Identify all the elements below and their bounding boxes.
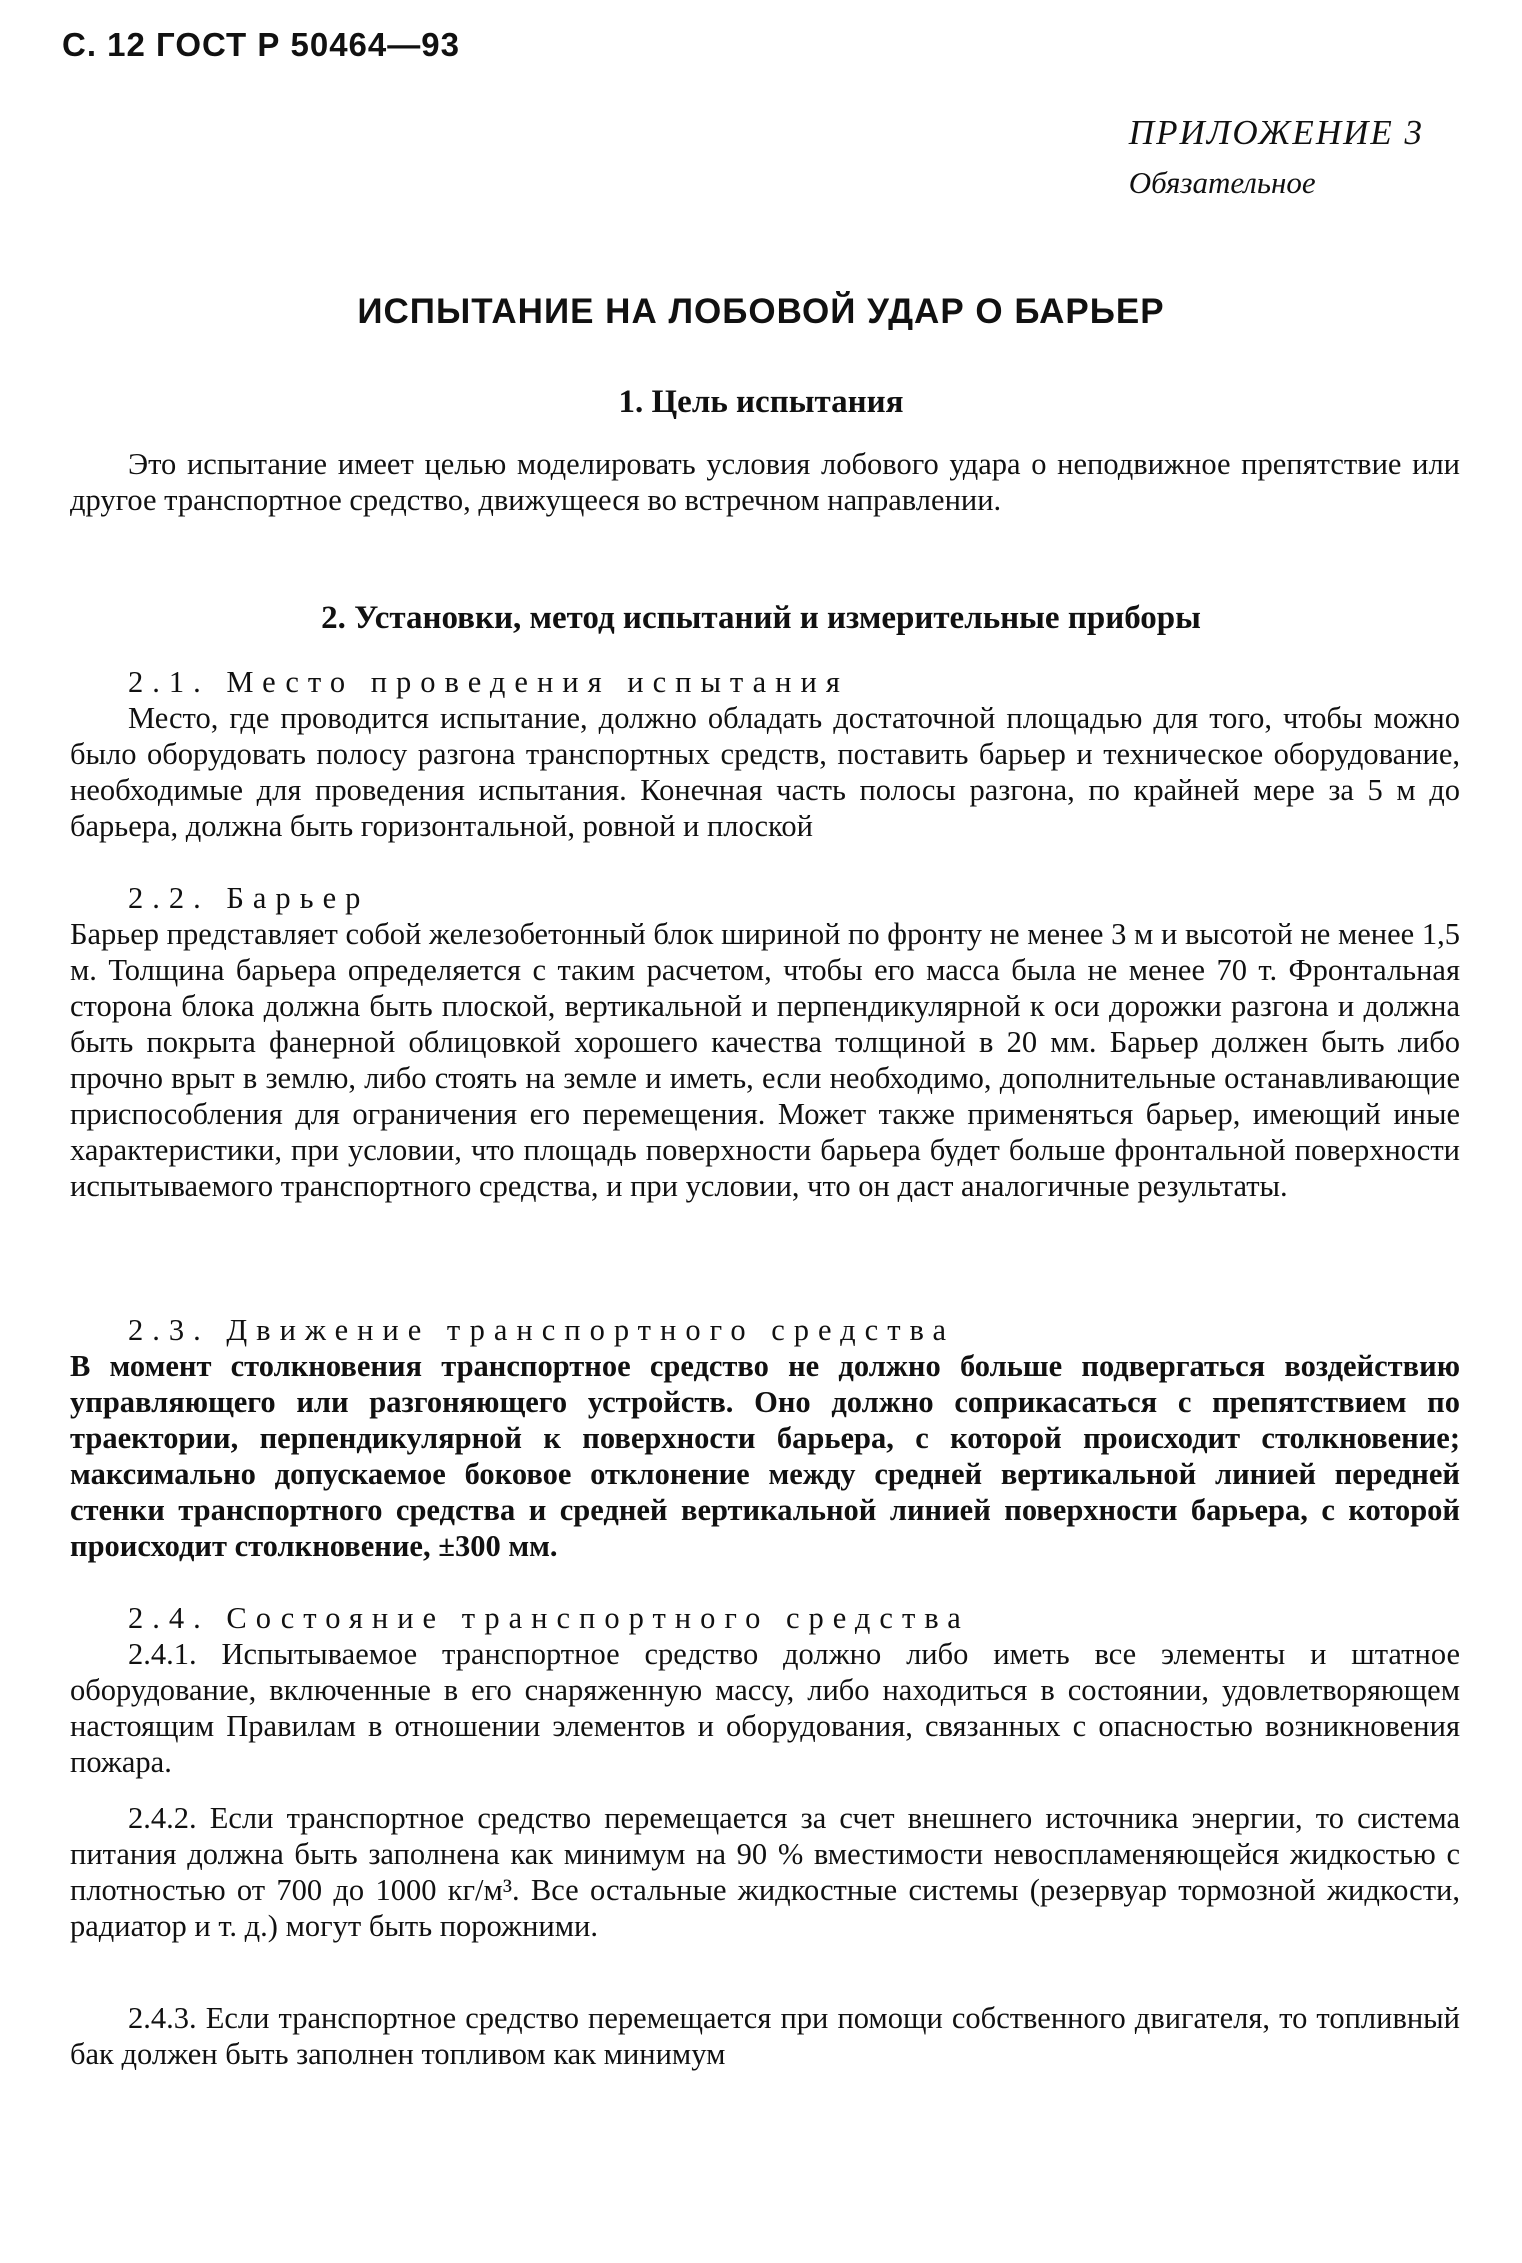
clause-2-3-text: В момент столкновения транспортное средство не должно больше подвергаться воздействию управляющего или разгоняющего устройств. Оно должно соприкасаться с препятствием по траектории, перпендикулярной к поверхности барьера, с которой происходит столкновение; максимально допускаемое боковое отклонение между средней вертикальной линией передней стенки транспортного средства и средней вертикальной линией поверхности барьера, с которой происходит столкновение, ±300 мм. [70, 1349, 1460, 1563]
appendix-label [1129, 108, 1424, 208]
page-header: С. 12 ГОСТ Р 50464—93 [62, 26, 460, 63]
clause-2-4-heading: 2.4. Состояние транспортного средства [128, 1601, 970, 1635]
section-1-heading: 1. Цель испытания [618, 384, 904, 420]
clause-2-4-3-text: 2.4.3. Если транспортное средство перемещается при помощи собственного двигателя, то топливный бак должен быть заполнен топливом как минимум [70, 2001, 1460, 2071]
clause-2-3-heading: 2.3. Движение транспортного средства [128, 1313, 956, 1347]
section-2-heading: 2. Установки, метод испытаний и измерительные приборы [321, 600, 1201, 636]
appendix-status: Обязательное [1128, 165, 1316, 200]
clause-2-2-text: Барьер представляет собой железобетонный блок шириной по фронту не менее 3 м и высотой не менее 1,5 м. Толщина барьера определяется с таким расчетом, чтобы его масса была не менее 70 т. Фронтальная сторона блока должна быть плоской, вертикальной и перпендикулярной к оси дорожки разгона и должна быть покрыта фанерной облицовкой хорошего качества толщиной в 20 мм. Барьер должен быть либо прочно врыт в землю, либо стоять на земле и иметь, если необходимо, дополнительные останавливающие приспособления для ограничения его перемещения. Может также применяться барьер, имеющий иные характеристики, при условии, что площадь поверхности барьера будет больше фронтальной поверхности испытываемого транспортного средства, и при условии, что он даст аналогичные результаты. [70, 917, 1460, 1203]
document-title: ИСПЫТАНИЕ НА ЛОБОВОЙ УДАР О БАРЬЕР [357, 292, 1165, 331]
clause-2-4-2-text: 2.4.2. Если транспортное средство перемещается за счет внешнего источника энергии, то система питания должна быть заполнена как минимум на 90 % вместимости невоспламеняющейся жидкостью с плотностью от 700 до 1000 кг/м³. Все остальные жидкостные системы (резервуар тормозной жидкости, радиатор и т. д.) могут быть порожними. [70, 1801, 1460, 1943]
clause-2-1-text: Место, где проводится испытание, должно обладать достаточной площадью для того, чтобы можно было оборудовать полосу разгона транспортных средств, поставить барьер и техническое оборудование, необходимые для проведения испытания. Конечная часть полосы разгона, по крайней мере за 5 м до барьера, должна быть горизонтальной, ровной и плоской [70, 701, 1460, 843]
section-1-text: Это испытание имеет целью моделировать условия лобового удара о неподвижное препятствие или другое транспортное средство, движущееся во встречном направлении. [70, 447, 1460, 517]
clause-2-4-1-text: 2.4.1. Испытываемое транспортное средство должно либо иметь все элементы и штатное оборудование, включенные в его снаряженную массу, либо находиться в состоянии, удовлетворяющем настоящим Правилам в отношении элементов и оборудования, связанных с опасностью возникновения пожара. [70, 1637, 1460, 1779]
clause-2-1-heading: 2.1. Место проведения испытания [128, 665, 849, 699]
appendix-number: ПРИЛОЖЕНИЕ 3 [1128, 113, 1424, 152]
clause-2-2-heading: 2.2. Барьер [128, 881, 370, 915]
